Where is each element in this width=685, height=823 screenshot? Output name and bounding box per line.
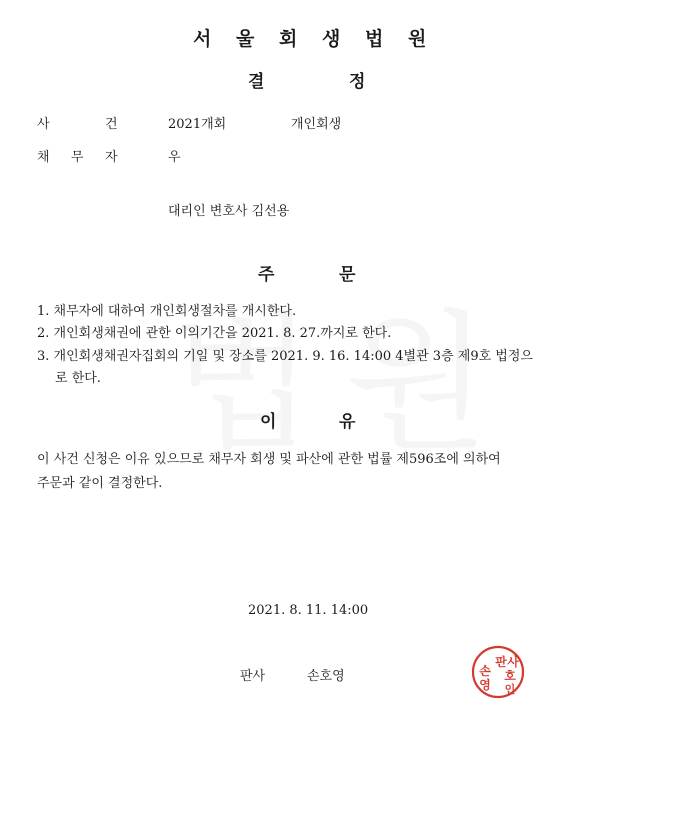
reason-line: 이 사건 신청은 이유 있으므로 채무자 회생 및 파산에 관한 법률 제596조에 의하여 (37, 452, 501, 467)
doc-type-char: 정 (349, 72, 366, 92)
court-char: 울 (236, 28, 256, 50)
case-label-char: 사 (37, 117, 50, 132)
order-heading-char: 주 (258, 265, 275, 285)
judge-title: 판사 (240, 669, 266, 684)
reason-heading-char: 유 (339, 412, 356, 432)
seal-char: 영 (479, 678, 491, 692)
seal-char: 사 (507, 655, 519, 669)
judge-name: 손호영 (307, 669, 345, 684)
court-char: 생 (322, 28, 342, 50)
seal-char: 인 (504, 683, 516, 696)
order-item: 2. 개인회생채권에 관한 이의기간을 2021. 8. 27.까지로 한다. (37, 326, 392, 341)
seal-char: 호 (504, 669, 516, 683)
case-type: 개인회생 (291, 117, 342, 132)
debtor-label-char: 무 (71, 150, 84, 165)
order-heading-char: 문 (339, 265, 356, 285)
reason-heading-char: 이 (260, 412, 277, 432)
order-item-continuation: 로 한다. (55, 371, 101, 386)
debtor-name: 우 (168, 150, 181, 165)
doc-type-char: 결 (248, 72, 265, 92)
court-char: 법 (365, 28, 385, 50)
case-label-char: 건 (105, 117, 118, 132)
seal-char: 손 (479, 664, 491, 678)
order-item: 1. 채무자에 대하여 개인회생절차를 개시한다. (37, 304, 297, 319)
watermark (170, 262, 520, 478)
reason-line: 주문과 같이 결정한다. (37, 476, 163, 491)
decision-date: 2021. 8. 11. 14:00 (248, 603, 369, 618)
judge-seal-icon (471, 645, 525, 699)
debtor-label-char: 자 (105, 150, 118, 165)
court-char: 서 (193, 28, 213, 50)
seal-char: 판 (495, 655, 507, 669)
agent-name: 대리인 변호사 김선용 (168, 204, 290, 219)
case-number: 2021개회 (168, 117, 227, 132)
debtor-label-char: 채 (37, 150, 50, 165)
court-char: 원 (408, 28, 428, 50)
court-char: 회 (279, 28, 299, 50)
order-item: 3. 개인회생채권자집회의 기일 및 장소를 2021. 9. 16. 14:00 4별관 3층 제9호 법정으 (37, 349, 533, 364)
